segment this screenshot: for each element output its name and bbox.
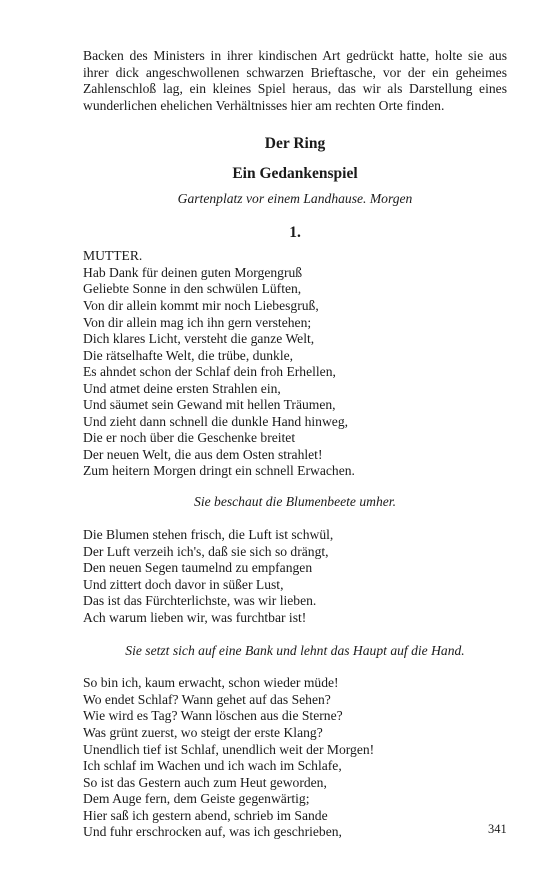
verse-line: Die rätselhafte Welt, die trübe, dunkle, — [83, 347, 294, 363]
verse-line: Wo endet Schlaf? Wann gehet auf das Sehen? — [83, 691, 331, 707]
verse-block-1 — [83, 248, 507, 480]
verse-line: Und zittert doch davor in süßer Lust, — [83, 576, 284, 592]
verse-line: So bin ich, kaum erwacht, schon wieder müde! — [83, 675, 339, 691]
work-subtitle: Ein Gedankenspiel — [232, 165, 358, 183]
verse-line: Was grünt zuerst, wo steigt der erste Klang? — [83, 724, 323, 740]
verse-line: Dem Auge fern, dem Geiste gegenwärtig; — [83, 791, 310, 807]
verse-line: Das ist das Fürchterlichste, was wir lieben. — [83, 593, 317, 609]
verse-line: Der neuen Welt, die aus dem Osten strahlet! — [83, 446, 323, 462]
verse-line: Und zieht dann schnell die dunkle Hand hinweg, — [83, 413, 349, 429]
verse-line: So ist das Gestern auch zum Heut geworden, — [83, 774, 327, 790]
verse-line: Hab Dank für deinen guten Morgengruß — [83, 264, 303, 280]
verse-line: Zum heitern Morgen dringt ein schnell Erwachen. — [83, 463, 355, 479]
verse-line: Von dir allein mag ich ihn gern verstehen; — [83, 314, 312, 330]
verse-line: MUTTER. — [83, 248, 143, 264]
page-number: 341 — [488, 822, 507, 836]
verse-line: Hier saß ich gestern abend, schrieb im Sande — [83, 807, 328, 823]
verse-line: Ich schlaf im Wachen und ich wach im Schlafe, — [83, 758, 342, 774]
verse-line: Es ahndet schon der Schlaf dein froh Erhellen, — [83, 364, 336, 380]
stage-direction-2: Sie setzt sich auf eine Bank und lehnt das Haupt auf die Hand. — [125, 643, 465, 659]
verse-line: Von dir allein kommt mir noch Liebesgruß, — [83, 298, 319, 314]
stage-direction-1: Sie beschaut die Blumenbeete umher. — [194, 494, 396, 510]
verse-line: Und atmet deine ersten Strahlen ein, — [83, 380, 281, 396]
verse-line: Die er noch über die Geschenke breitet — [83, 430, 296, 446]
page-body — [83, 48, 507, 841]
verse-line: Geliebte Sonne in den schwülen Lüften, — [83, 281, 302, 297]
verse-line: Den neuen Segen taumelnd zu empfangen — [83, 560, 313, 576]
scene-number: 1. — [289, 224, 301, 242]
verse-block-2 — [83, 527, 507, 626]
verse-line: Der Luft verzeih ich's, daß sie sich so drängt, — [83, 543, 329, 559]
scene-setting: Gartenplatz vor einem Landhause. Morgen — [177, 191, 413, 207]
verse-line: Wie wird es Tag? Wann löschen aus die Sterne? — [83, 708, 343, 724]
verse-line: Ach warum lieben wir, was furchtbar ist! — [83, 609, 307, 625]
verse-line: Und fuhr erschrocken auf, was ich geschrieben, — [83, 824, 342, 840]
verse-line: Dich klares Licht, versteht die ganze Welt, — [83, 331, 315, 347]
work-title: Der Ring — [264, 135, 326, 153]
intro-paragraph: Backen des Ministers in ihrer kindischen Art gedrückt hatte, holte sie aus ihrer dick angeschwollenen schwarzen Brieftasche, vor der ein geheimes Zahlenschloß lag, ein kleines Spiel heraus, das wir als Darstellung eines wunderlichen ehelichen Verhältnisses hier am rechten Orte finden. — [83, 48, 507, 113]
verse-line: Die Blumen stehen frisch, die Luft ist schwül, — [83, 527, 334, 543]
verse-block-3 — [83, 675, 507, 840]
verse-line: Unendlich tief ist Schlaf, unendlich weit der Morgen! — [83, 741, 375, 757]
verse-line: Und säumet sein Gewand mit hellen Träumen, — [83, 397, 336, 413]
